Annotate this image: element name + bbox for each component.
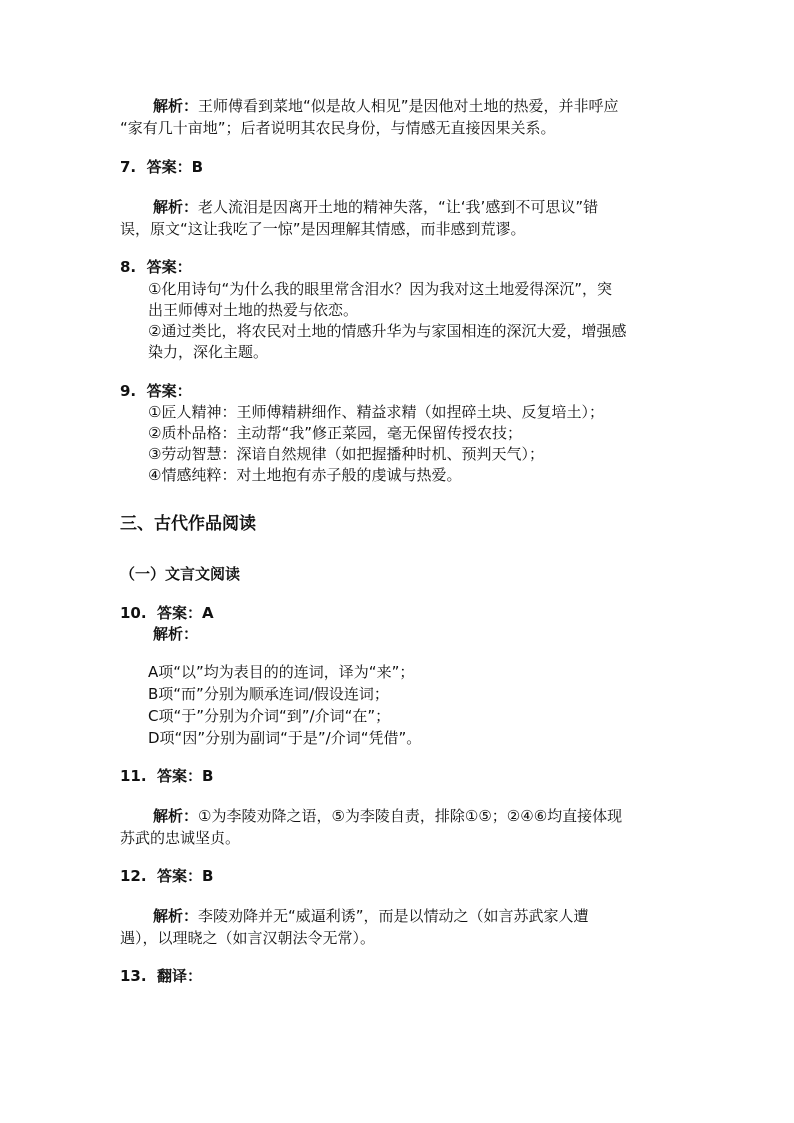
question-12-analysis: 解析：李陵劝降并无“威逼利诱”，而是以情动之（如言苏武家人遭: [153, 907, 589, 925]
question-9-answer: 9. 答案：: [120, 382, 192, 400]
list-item: ①匠人精神：王师傅精耕细作、精益求精（如捏碎土块、反复培土）；: [148, 403, 604, 421]
question-7-analysis: 解析：老人流泪是因离开土地的精神失落，“让‘我’感到不可思议”错: [153, 198, 599, 216]
question-12-answer: 12. 答案：B: [120, 867, 214, 885]
question-7-analysis-line: 误，原文“这让我吃了一惊”是因理解其情感，而非感到荒谬。: [120, 220, 526, 238]
list-item: D项“因”分别为副词“于是”/介词“凭借”。: [148, 729, 422, 747]
question-13-translation: 13. 翻译：: [120, 967, 203, 985]
analysis-text: 王师傅看到菜地“似是故人相见”是因他对土地的热爱，并非呼应: [198, 97, 619, 115]
list-item: ②通过类比，将农民对土地的情感升华为与家国相连的深沉大爱，增强感: [148, 322, 627, 340]
list-item: B项“而”分别为顺承连词/假设连词；: [148, 685, 389, 703]
question-10-analysis-label: 解析：: [153, 625, 199, 643]
question-12-analysis-line: 遇），以理晓之（如言汉朝法令无常）。: [120, 929, 376, 947]
list-item: ③劳动智慧：深谙自然规律（如把握播种时机、预判天气）；: [148, 445, 544, 463]
list-item: ④情感纯粹：对土地抱有赤子般的虔诚与热爱。: [148, 466, 462, 484]
list-item: 染力，深化主题。: [148, 343, 269, 361]
analysis-text-line: “家有几十亩地”；后者说明其农民身份，与情感无直接因果关系。: [120, 119, 556, 137]
question-10-answer: 10. 答案：A: [120, 604, 214, 622]
list-item: A项“以”均为表目的的连词，译为“来”；: [148, 663, 415, 681]
list-item: ②质朴品格：主动帮“我”修正菜园，毫无保留传授农技；: [148, 424, 522, 442]
question-11-answer: 11. 答案：B: [120, 767, 214, 785]
list-item: ①化用诗句“为什么我的眼里常含泪水？因为我对这土地爱得深沉”，突: [148, 280, 612, 298]
subsection-title: （一）文言文阅读: [120, 565, 241, 583]
section-title: 三、古代作品阅读: [120, 514, 256, 534]
question-8-answer: 8. 答案：: [120, 258, 192, 276]
analysis-paragraph: [153, 96, 619, 116]
question-11-analysis: 解析：①为李陵劝降之语，⑤为李陵自责，排除①⑤；②④⑥均直接体现: [153, 807, 623, 825]
question-7-answer: 7. 答案：B: [120, 158, 204, 176]
list-item: 出王师傅对土地的热爱与依恋。: [148, 301, 359, 319]
question-11-analysis-line: 苏武的忠诚坚贞。: [120, 829, 241, 847]
list-item: C项“于”分别为介词“到”/介词“在”；: [148, 707, 391, 725]
analysis-label: 解析：: [153, 97, 199, 115]
